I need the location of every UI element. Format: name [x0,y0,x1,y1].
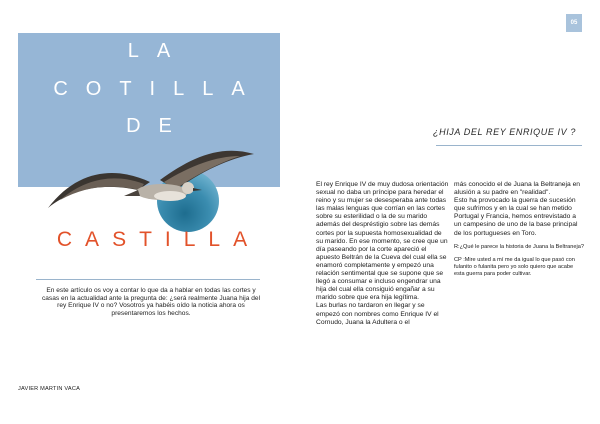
author-name: JAVIER MARTIN VACA [18,386,81,392]
seagull-illustration [40,138,260,228]
title-word-de: DE [126,115,190,137]
body-column-2 [454,181,584,278]
interview-question: R:¿Qué le parece la historia de Juana la Beltraneja? [454,243,584,250]
divider-left [36,279,260,280]
title-word-castilla: CASTILLA [56,228,261,251]
body-paragraph: Esto ha provocado la guerra de sucesión que sufrimos y en la cual se han metido Portugal y Francia, hemos entrevistado a un campesino de uno de la base principal de los portugueses en Toro. [454,197,578,237]
interview-answer: CP :Mire usted a mí me da igual lo que pasó con fulanito o fulanita pero yo solo quiero que acabe esta guerra para poder cultivar. [454,256,575,277]
body-paragraph: más conocido el de Juana la Beltraneja en alusión a su padre en "realidad". [454,181,581,197]
article-subtitle: ¿HIJA DEL REY ENRIQUE IV ? [433,127,576,137]
title-word-cotilla: COTILLA [53,78,263,100]
intro-text: En este artículo os voy a contar lo que da a hablar en todas las cortes y casas en la actualidad ante la pregunta de: ¿será realmente Juana hija del rey Enrique IV o no? Vosotros ya habéis oído la noticia ahora os presentaremos los hechos. [41,287,261,317]
page-number-badge: 05 [566,14,582,32]
divider-right [436,145,582,146]
body-column-1 [316,181,449,327]
body-paragraph: El rey Enrique IV de muy dudosa orientación sexual no daba un príncipe para heredar el reino y su mujer se desesperaba ante todas las malas lenguas que corrían en las cortes sobre su esterilidad o la de su marido además del despréstigio sobre las demás cortes por la supuesta homosexualidad de su marido. En ese momento, se cree que un día paseando por la corte apareció el apuesto Beltrán de la Cueva del cual ella se enamoró completamente y empezó una relación sentimental que se supone que se llegó a consumar e incluso engendrar una hija del cual ella consiguió engañar a su marido sobre que era hija legítima. [316,181,449,302]
body-paragraph: Las burlas no tardaron en llegar y se empezó con nombres como Enrique IV el Cornudo, Juana la Adultera o el [316,302,439,326]
title-word-la: LA [127,40,189,62]
